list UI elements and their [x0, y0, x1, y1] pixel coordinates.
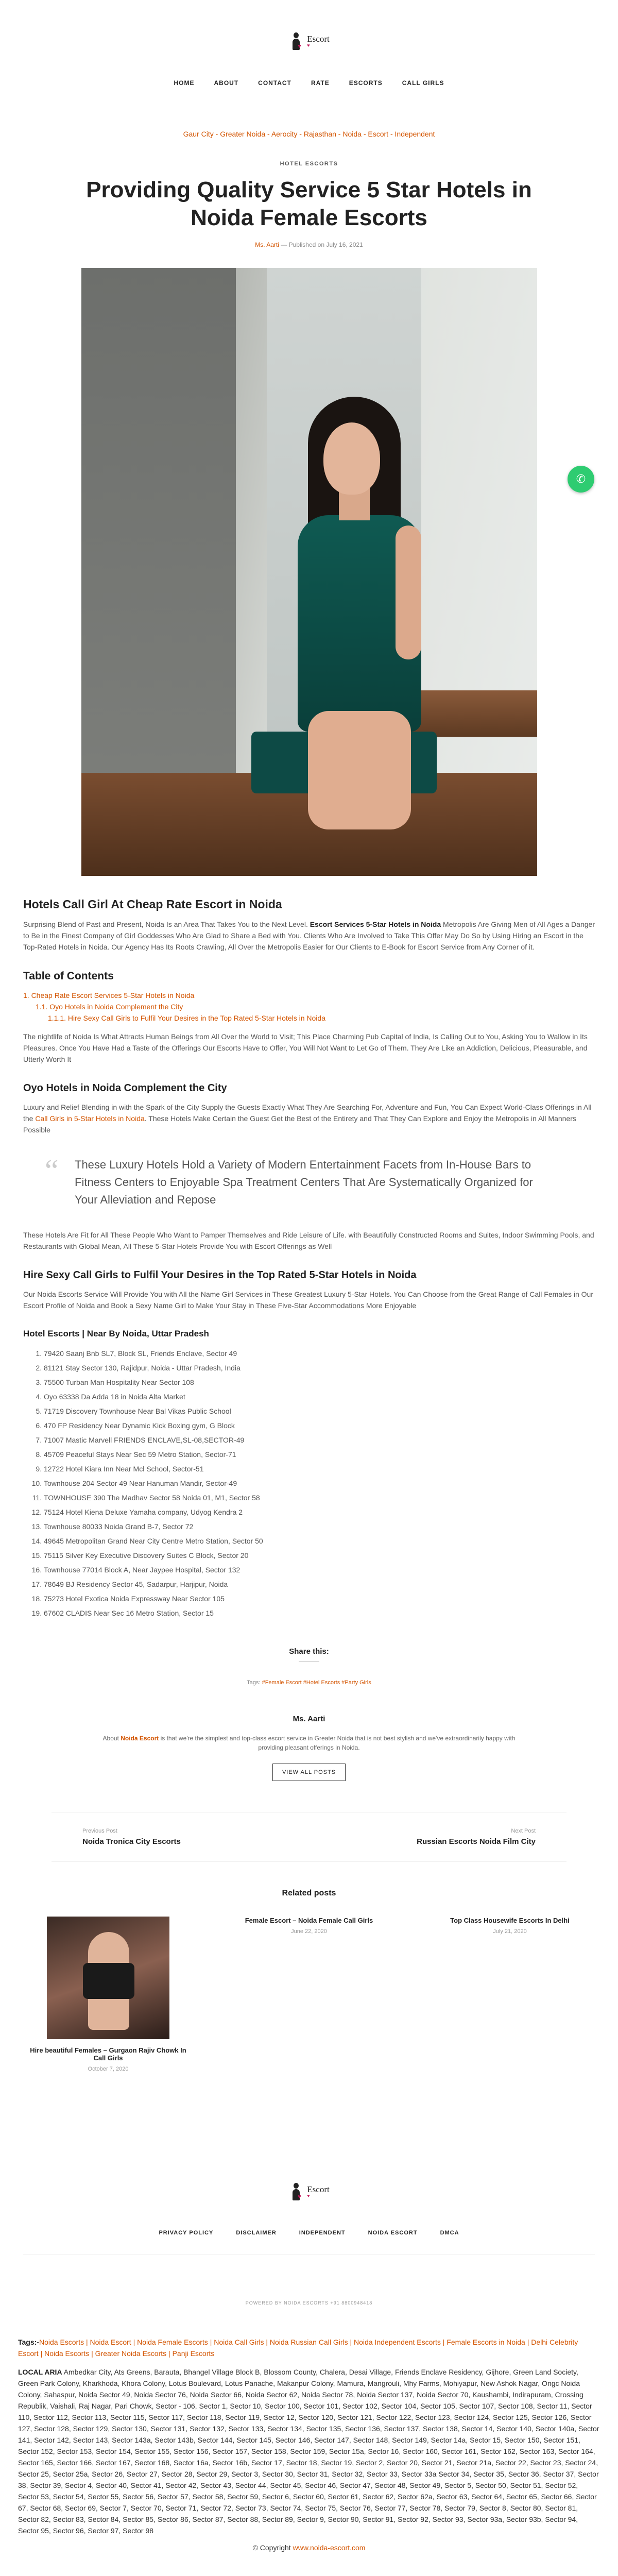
whatsapp-button[interactable]: [568, 466, 594, 493]
toc-link[interactable]: 1. Cheap Rate Escort Services 5-Star Hotels in Noida: [23, 991, 195, 999]
author-name: Ms. Aarti: [293, 1715, 325, 1723]
paragraph: These Hotels Are Fit for All These People Who Want to Pamper Themselves and Ride Leisure of Life. with Beautifully Constructed Rooms and Suites, Indoor Swimming Pools, and Restaurants with Global Mean, All These 5-Star Hotels Provide You with Escort Offerings as Well: [23, 1231, 594, 1250]
location-link[interactable]: Greater Noida: [220, 130, 266, 138]
related-post-date: July 21, 2020: [493, 1928, 527, 1935]
site-logo[interactable]: [288, 30, 329, 53]
nav-home[interactable]: HOME: [174, 79, 195, 87]
section-heading: Hotel Escorts | Near By Noida, Uttar Pradesh: [23, 1329, 209, 1338]
location-link[interactable]: Rajasthan: [303, 130, 336, 138]
seo-tags[interactable]: Noida Escorts | Noida Escort | Noida Female Escorts | Noida Call Girls | Noida Russian Call Girls | Noida Independent Escorts | Female Escorts in Noida | Delhi Celebrity Escort | Noida Escorts | Greater Noida Escorts | Panji Escorts: [18, 2338, 578, 2358]
local-areas: Ambedkar City, Ats Greens, Barauta, Bhangel Village Block B, Blossom County, Chalera, Desai Village, Friends Enclave Residency, Gijhore, Green Land Society, Green Park Colony, Kharkhoda, Khora Colony, Lotus Boulevard, Lotus Panache, Makanpur Colony, Mamura, Mangrouli, Mhy Farms, Mohiyapur, New Ashok Nagar, Ongc Noida Colony, Sahaspur, Noida Sector 49, Noida Sector 76, Noida Sector 66, Noida Sector 62, Noida Sector 78, Noida Sector 137, Noida Sector 70, Kaushambi, Indirapuram, Crossing Republik, Vaishali, Raj Nagar, Pari Chowk, Sector - 106, Sector 1, Sector 10, Sector 100, Sector 101, Sector 102, Sector 104, Sector 105, Sector 107, Sector 108, Sector 11, Sector 110, Sector 112, Sector 113, Sector 115, Sector 117, Sector 118, Sector 119, Sector 12, Sector 120, Sector 121, Sector 122, Sector 123, Sector 124, Sector 125, Sector 126, Sector 127, Sector 128, Sector 129, Sector 130, Sector 131, Sector 132, Sector 133, Sector 134, Sector 135, Sector 136, Sector 137, Sector 138, Sector 14, Sector 140, Sector 140a, Sector 141, Sector 142, Sector 143, Sector 143a, Sector 143b, Sector 144, Sector 145, Sector 146, Sector 147, Sector 148, Sector 149, Sector 14a, Sector 15, Sector 150, Sector 151, Sector 152, Sector 153, Sector 154, Sector 155, Sector 156, Sector 157, Sector 158, Sector 159, Sector 15a, Sector 16, Sector 160, Sector 161, Sector 162, Sector 163, Sector 164, Sector 165, Sector 166, Sector 167, Sector 168, Sector 16a, Sector 16b, Sector 17, Sector 18, Sector 19, Sector 2, Sector 20, Sector 21, Sector 21a, Sector 22, Sector 23, Sector 24, Sector 25, Sector 25a, Sector 26, Sector 27, Sector 28, Sector 29, Sector 3, Sector 30, Sector 31, Sector 32, Sector 33, Sector 33a Sector 34, Sector 35, Sector 36, Sector 37, Sector 38, Sector 39, Sector 4, Sector 40, Sector 41, Sector 42, Sector 43, Sector 44, Sector 45, Sector 46, Sector 47, Sector 48, Sector 49, Sector 5, Sector 50, Sector 51, Sector 52, Sector 53, Sector 54, Sector 55, Sector 56, Sector 57, Sector 58, Sector 59, Sector 6, Sector 60, Sector 61, Sector 62, Sector 62a, Sector 63, Sector 64, Sector 65, Sector 66, Sector 67, Sector 68, Sector 69, Sector 7, Sector 70, Sector 71, Sector 72, Sector 73, Sector 74, Sector 75, Sector 76, Sector 77, Sector 78, Sector 79, Sector 8, Sector 80, Sector 81, Sector 82, Sector 83, Sector 84, Sector 85, Sector 86, Sector 87, Sector 88, Sector 89, Sector 9, Sector 90, Sector 91, Sector 92, Sector 93, Sector 93a, Sector 93b, Sector 94, Sector 95, Sector 96, Sector 97, Sector 98: [18, 2368, 599, 2535]
location-link[interactable]: Gaur City: [183, 130, 214, 138]
toc-link[interactable]: 1.1. Oyo Hotels in Noida Complement the City: [36, 1003, 183, 1011]
list-item: 2. 81121 Stay Sector 130, Rajidpur, Noida - Uttar Pradesh, India: [44, 1361, 595, 1375]
related-post-card[interactable]: [224, 1917, 394, 2072]
list-item: 1. 79420 Saanj Bnb SL7, Block SL, Friends Enclave, Sector 49: [44, 1346, 595, 1361]
related-post-title[interactable]: Hire beautiful Females – Gurgaon Rajiv Chowk In Call Girls: [30, 2046, 186, 2062]
list-item: 15. 75115 Silver Key Executive Discovery Suites C Block, Sector 20: [44, 1548, 595, 1563]
pull-quote: “ These Luxury Hotels Hold a Variety of Modern Entertainment Facets from In-House Bars to Fitness Centers to Enjoyable Spa Treatment Centers That Are Systematically Organized for Your Alleviation and Repose: [45, 1154, 533, 1206]
powered-by: POWERED BY NOIDA ESCORTS +91 8800948418: [245, 2300, 373, 2306]
post-meta: Ms. Aarti — Published on July 16, 2021: [255, 241, 363, 248]
tag-link[interactable]: #Party Girls: [341, 1680, 371, 1686]
list-item: 16. Townhouse 77014 Block A, Near Jaypee Hospital, Sector 132: [44, 1563, 595, 1577]
post-author-link[interactable]: Ms. Aarti: [255, 241, 279, 248]
location-link[interactable]: Independent: [394, 130, 435, 138]
list-item: 12. 75124 Hotel Kiena Deluxe Yamaha company, Udyog Kendra 2: [44, 1505, 595, 1519]
list-item: 8. 45709 Peaceful Stays Near Sec 59 Metro Station, Sector-71: [44, 1447, 595, 1462]
footer-link-disclaimer[interactable]: DISCLAIMER: [236, 2230, 277, 2236]
toc-link[interactable]: 1.1.1. Hire Sexy Call Girls to Fulfil Your Desires in the Top Rated 5-Star Hotels in Noida: [48, 1014, 325, 1022]
footer-nav: [0, 2230, 618, 2236]
list-item: 17. 78649 BJ Residency Sector 45, Sadarpur, Harjipur, Noida: [44, 1577, 595, 1591]
list-item: 13. Townhouse 80033 Noida Grand B-7, Sector 72: [44, 1519, 595, 1534]
list-item: 19. 67602 CLADIS Near Sec 16 Metro Station, Sector 15: [44, 1606, 595, 1620]
paragraph: The nightlife of Noida Is What Attracts Human Beings from All Over the World to Visit; This Place Charming Pub Capital of India, Is Calling Out to You, Asking You to Wallow in Its Pleasures. Once You Have Had a Taste of the Offerings Our Escorts Have to Offer, You Will Not Want to Let Go of Them. They Are Like an Addiction, Delicious, Pleasurable, and Utterly Worth It: [23, 1032, 588, 1063]
seo-block: Tags:-Noida Escorts | Noida Escort | Noida Female Escorts | Noida Call Girls | Noida Russian Call Girls | Noida Independent Escorts | Female Escorts in Noida | Delhi Celebrity Escort | Noida Escorts | Greater Noida Escorts | Panji Escorts LOCAL ARIA Ambedkar City, Ats Greens, Barauta, Bhangel Village Block B, Blossom County, Chalera, Desai Village, Friends Enclave Residency, Gijhore, Green Land Society, Green Park Colony, Kharkhoda, Khora Colony, Lotus Boulevard, Lotus Panache, Makanpur Colony, Mamura, Mangrouli, Mhy Farms, Mohiyapur, New Ashok Nagar, Ongc Noida Colony, Sahaspur, Noida Sector 49, Noida Sector 76, Noida Sector 66, Noida Sector 62, Noida Sector 78, Noida Sector 137, Noida Sector 70, Kaushambi, Indirapuram, Crossing Republik, Vaishali, Raj Nagar, Pari Chowk, Sector - 106, Sector 1, Sector 10, Sector 100, Sector 101, Sector 102, Sector 104, Sector 105, Sector 107, Sector 108, Sector 11, Sector 110, Sector 112, Sector 113, Sector 115, Sector 117, Sector 118, Sector 119, Sector 12, Sector 120, Sector 121, Sector 122, Sector 123, Sector 124, Sector 125, Sector 126, Sector 127, Sector 128, Sector 129, Sector 130, Sector 131, Sector 132, Sector 133, Sector 134, Sector 135, Sector 136, Sector 137, Sector 138, Sector 14, Sector 140, Sector 140a, Sector 141, Sector 142, Sector 143, Sector 143a, Sector 143b, Sector 144, Sector 145, Sector 146, Sector 147, Sector 148, Sector 149, Sector 14a, Sector 15, Sector 150, Sector 151, Sector 152, Sector 153, Sector 154, Sector 155, Sector 156, Sector 157, Sector 158, Sector 159, Sector 15a, Sector 16, Sector 160, Sector 161, Sector 162, Sector 163, Sector 164, Sector 165, Sector 166, Sector 167, Sector 168, Sector 16a, Sector 16b, Sector 17, Sector 18, Sector 19, Sector 2, Sector 20, Sector 21, Sector 21a, Sector 22, Sector 23, Sector 24, Sector 25, Sector 25a, Sector 26, Sector 27, Sector 28, Sector 29, Sector 3, Sector 30, Sector 31, Sector 32, Sector 33, Sector 33a Sector 34, Sector 35, Sector 36, Sector 37, Sector 38, Sector 39, Sector 4, Sector 40, Sector 41, Sector 42, Sector 43, Sector 44, Sector 45, Sector 46, Sector 47, Sector 48, Sector 49, Sector 5, Sector 50, Sector 51, Sector 52, Sector 53, Sector 54, Sector 55, Sector 56, Sector 57, Sector 58, Sector 59, Sector 6, Sector 60, Sector 61, Sector 62, Sector 62a, Sector 63, Sector 64, Sector 65, Sector 66, Sector 67, Sector 68, Sector 69, Sector 7, Sector 70, Sector 71, Sector 72, Sector 73, Sector 74, Sector 75, Sector 76, Sector 77, Sector 78, Sector 79, Sector 8, Sector 80, Sector 81, Sector 82, Sector 83, Sector 84, Sector 85, Sector 86, Sector 87, Sector 88, Sector 89, Sector 9, Sector 90, Sector 91, Sector 92, Sector 93, Sector 93a, Sector 93b, Sector 94, Sector 95, Sector 96, Sector 97, Sector 98: [18, 2338, 599, 2535]
list-item: 5. 71719 Discovery Townhouse Near Bal Vikas Public School: [44, 1404, 595, 1418]
post-content: [23, 897, 595, 1620]
related-post-card[interactable]: [23, 1917, 193, 2072]
toc-title: Table of Contents: [23, 970, 114, 982]
paragraph: Surprising Blend of Past and Present, Noida Is an Area That Takes You to the Next Level. Escort Services 5-Star Hotels in Noida Metropolis Are Giving Men of All Ages a Danger to Be in the Finest Company of Girl Goddesses Who Are Glad to Share a Bed with You. Clients Who Are Involved to Take This Offer May Do So by Using Hiring an Escort in the Top-Rated Hotels in Noida. Our Agency Has Its Roots Crawling, All Over the Metropolis Easier for Our Clients to E-Book for Escort Service from Any Corner of it.: [23, 920, 595, 951]
share-label: Share this:: [289, 1647, 329, 1656]
related-posts: [0, 1889, 618, 2072]
post-navigation: [52, 1812, 566, 1862]
location-links: Gaur City - Greater Noida - Aerocity - Rajasthan - Noida - Escort - Independent: [183, 130, 435, 138]
next-post-link[interactable]: Next Post Russian Escorts Noida Film City: [417, 1828, 536, 1846]
location-link[interactable]: Escort: [368, 130, 389, 138]
list-item: 4. Oyo 63338 Da Adda 18 in Noida Alta Market: [44, 1389, 595, 1404]
list-item: 10. Townhouse 204 Sector 49 Near Hanuman Mandir, Sector-49: [44, 1476, 595, 1490]
main-nav: [0, 79, 618, 87]
previous-post-link[interactable]: Previous Post Noida Tronica City Escorts: [82, 1828, 181, 1846]
inline-link[interactable]: Call Girls in 5-Star Hotels in Noida: [35, 1114, 145, 1123]
related-post-title[interactable]: Female Escort – Noida Female Call Girls: [245, 1917, 373, 1924]
footer-link-privacy[interactable]: PRIVACY POLICY: [159, 2230, 214, 2236]
list-item: 18. 75273 Hotel Exotica Noida Expressway Near Sector 105: [44, 1591, 595, 1606]
site-footer: [0, 2180, 618, 2567]
footer-link-independent[interactable]: INDEPENDENT: [299, 2230, 346, 2236]
logo-text: Escort ♥: [307, 34, 330, 48]
section-heading: Hotels Call Girl At Cheap Rate Escort in Noida: [23, 897, 282, 911]
related-title: Related posts: [282, 1889, 336, 1897]
hotel-list: [23, 1346, 595, 1620]
nav-about[interactable]: ABOUT: [214, 79, 239, 87]
post-category[interactable]: HOTEL ESCORTS: [280, 161, 338, 167]
related-post-title[interactable]: Top Class Housewife Escorts In Delhi: [450, 1917, 570, 1924]
share-section: [0, 1647, 618, 1662]
tag-link[interactable]: #Hotel Escorts: [303, 1680, 340, 1686]
location-link[interactable]: Noida: [342, 130, 362, 138]
footer-link-dmca[interactable]: DMCA: [440, 2230, 459, 2236]
related-post-thumbnail[interactable]: [47, 1917, 169, 2039]
paragraph: Our Noida Escorts Service Will Provide You with All the Name Girl Services in These Greatest Luxury 5-Star Hotels. You Can Choose from the Great Range of Call Females in Our Escort Profile of Noida and Book a Sexy Name Girl to Make Your Stay in These Five-Star Accommodations More Enjoyable: [23, 1290, 594, 1310]
featured-image: [81, 268, 537, 876]
related-post-card[interactable]: [425, 1917, 595, 2072]
list-item: 3. 75500 Turban Man Hospitality Near Sector 108: [44, 1375, 595, 1389]
post-tags: Tags: #Female Escort #Hotel Escorts #Party Girls: [247, 1680, 371, 1686]
nav-rate[interactable]: RATE: [311, 79, 330, 87]
escort-logo-icon: ♥: [288, 2183, 304, 2200]
related-post-date: October 7, 2020: [88, 2066, 129, 2072]
author-bio: About Noida Escort is that we're the simplest and top-class escort service in Greater Noida that is not best stylish and we've extraordinarily happy with providing pleasant offerings in Noida.: [102, 1735, 516, 1751]
related-post-date: June 22, 2020: [291, 1928, 327, 1935]
tag-link[interactable]: #Female Escort: [262, 1680, 302, 1686]
list-item: 11. TOWNHOUSE 390 The Madhav Sector 58 Noida 01, M1, Sector 58: [44, 1490, 595, 1505]
list-item: 6. 470 FP Residency Near Dynamic Kick Boxing gym, G Block: [44, 1418, 595, 1433]
author-box: [0, 1715, 618, 1781]
location-link[interactable]: Aerocity: [271, 130, 298, 138]
section-heading: Oyo Hotels in Noida Complement the City: [23, 1082, 227, 1094]
list-item: 7. 71007 Mastic Marvell FRIENDS ENCLAVE,SL-08,SECTOR-49: [44, 1433, 595, 1447]
footer-logo[interactable]: ♥ Escort ♥: [288, 2180, 329, 2203]
post-date: Published on July 16, 2021: [288, 241, 363, 248]
escort-logo-icon: ♥: [288, 32, 304, 50]
nav-contact[interactable]: CONTACT: [258, 79, 291, 87]
copyright-link[interactable]: www.noida-escort.com: [293, 2544, 366, 2552]
nav-escorts[interactable]: ESCORTS: [349, 79, 383, 87]
list-item: 14. 49645 Metropolitan Grand Near City Centre Metro Station, Sector 50: [44, 1534, 595, 1548]
section-heading: Hire Sexy Call Girls to Fulfil Your Desires in the Top Rated 5-Star Hotels in Noida: [23, 1269, 417, 1281]
paragraph: Luxury and Relief Blending in with the Spark of the City Supply the Guests Exactly What They Are Searching For, Adventure and Fun, You Can Expect World-Class Offerings in All the Call Girls in 5-Star Hotels in Noida. These Hotels Make Certain the Guest Get the Best of the Entirety and That They Can Explore and Enjoy the Metropolis in All Manners Possible: [23, 1103, 592, 1134]
site-header: [0, 0, 618, 134]
copyright: © Copyright www.noida-escort.com: [252, 2544, 366, 2552]
author-bio-link[interactable]: Noida Escort: [121, 1735, 159, 1742]
view-all-posts-button[interactable]: VIEW ALL POSTS: [272, 1764, 346, 1781]
list-item: 9. 12722 Hotel Kiara Inn Near Mcl School, Sector-51: [44, 1462, 595, 1476]
whatsapp-icon: ✆: [576, 472, 586, 485]
post-title: Providing Quality Service 5 Star Hotels in Noida Female Escorts: [86, 177, 532, 230]
footer-link-noida-escort[interactable]: NOIDA ESCORT: [368, 2230, 418, 2236]
nav-call-girls[interactable]: CALL GIRLS: [402, 79, 444, 87]
quote-icon: “: [45, 1154, 59, 1188]
table-of-contents: [23, 990, 595, 1024]
